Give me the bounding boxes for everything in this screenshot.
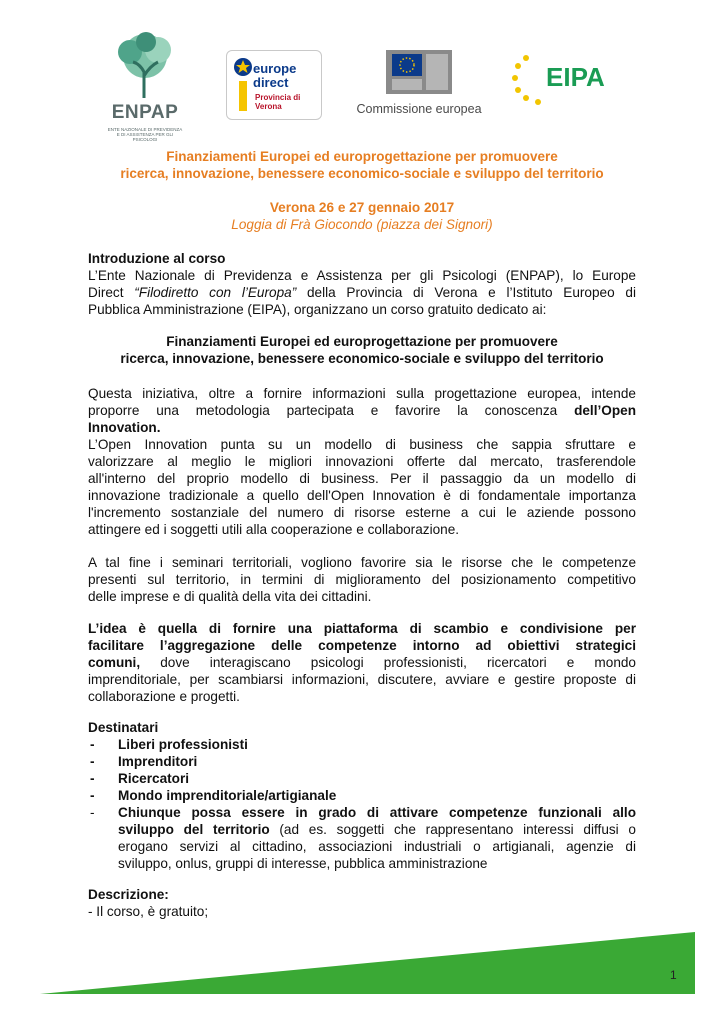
commissione-europea-logo [348,46,490,126]
para2-line4: innovazione tradizionale a quello dell'Open Innovation è di fondamentale importanza [88,488,636,503]
intro-line2-b: “Filodiretto con l’Europa” [134,285,297,300]
eipa-name: EIPA [546,62,605,92]
star-ring-icon [512,52,546,112]
intro-line2-a: Direct [88,285,135,300]
para2-line3: all'interno del proprio modello di business. Per il passaggio da un modello di [88,471,636,486]
last-item-line4: sviluppo, onlus, gruppi di interesse, pubblica amministrazione [118,856,488,871]
course-title-line1: Finanziamenti Europei ed europrogettazione per promuovere [166,334,558,349]
para1-line2-b: dell’Open [574,403,636,418]
intro-line2 [88,284,636,301]
destinatari-list [88,736,636,872]
event-info [88,199,636,233]
para4-line4: imprenditoriale, per scambiarsi informazioni, discutere, avviare e gestire proposte di [88,672,636,687]
descrizione-item: - Il corso, è gratuito; [88,904,209,919]
list-item: - Mondo imprenditoriale/artigianale [88,787,636,804]
para4-line1: L’idea è quella di fornire una piattaforma di scambio e condivisione per [88,621,636,636]
title-line1: Finanziamenti Europei ed europrogettazione per promuovere [166,149,558,164]
intro-line2-c: della Provincia di Verona e l’Istituto Europeo di [296,285,636,300]
eipa-logo [512,52,616,112]
para1-line2 [88,402,636,419]
para2-line5: l'incremento sostanziale del numero di risorse esterne a cui le aziende possono [88,505,636,520]
europe-direct-line2: direct [253,75,289,90]
para3-line3: delle imprese e di qualità della vita dei cittadini. [88,589,372,604]
para1-line1: Questa iniziativa, oltre a fornire informazioni sulla progettazione europea, intende [88,386,636,401]
course-title [88,333,636,367]
intro-line1: L’Ente Nazionale di Previdenza e Assistenza per gli Psicologi (ENPAP), lo Europe [88,268,636,283]
list-item [88,804,636,872]
para4-line3-b: dove interagiscano psicologi professionisti, ricercatori e mondo [140,655,636,670]
page-number: 1 [670,968,677,982]
para3-line2: presenti sul territorio, in termini di miglioramento del posizionamento competitivo [88,572,636,587]
para4-line3-a: comuni, [88,655,141,670]
eu-star-icon [231,55,255,115]
para2-line2: valorizzare al meglio le migliori innovazioni offerte dal mercato, trasferendole [88,454,636,469]
document-title [88,148,636,182]
last-item-line2-a: sviluppo del territorio [118,822,270,837]
destinatari-heading: Destinatari [88,720,159,735]
europe-direct-line3: Provincia di Verona [255,93,301,111]
europe-direct-line1: europe [253,61,297,76]
para2-line6: attingere ed i soggetti utili alla cooperazione e collaborazione. [88,522,460,537]
tree-icon [100,32,190,102]
event-location: Loggia di Frà Giocondo (piazza dei Signori) [231,217,493,232]
commissione-europea-name: Commissione europea [356,102,482,116]
course-title-line2: ricerca, innovazione, benessere economico-sociale e sviluppo del territorio [120,351,604,366]
enpap-subtitle: ENTE NAZIONALE DI PREVIDENZA E DI ASSISTENZA PER GLI PSICOLOGI [107,127,183,142]
europe-direct-logo [226,50,322,120]
intro-line3: Pubblica Amministrazione (EIPA), organizzano un corso gratuito dedicato ai: [88,302,547,317]
enpap-name: ENPAP [111,102,179,123]
paragraph-open-innovation [88,436,636,538]
logo-row [0,28,725,148]
intro-section [88,250,636,318]
paragraph-idea [88,620,636,705]
eu-building-icon [348,46,490,98]
list-item: - Ricercatori [88,770,636,787]
para4-line3 [88,654,636,671]
list-item: - Liberi professionisti [88,736,636,753]
last-item-line2 [118,821,636,838]
event-date: Verona 26 e 27 gennaio 2017 [269,200,455,215]
para4-line2: facilitare l’aggregazione delle competenze intorno ad obiettivi strategici [88,638,636,653]
paragraph-initiative [88,385,636,436]
para1-line2-a: proporre una metodologia partecipata e favorire la conoscenza [88,403,575,418]
last-item-line1: - Chiunque possa essere in grado di attivare competenze funzionali allo [118,805,636,820]
last-item-line3: erogano servizi al cittadino, associazioni industriali o artigianali, agenzie di [118,839,636,854]
descrizione-heading: Descrizione: [88,887,169,902]
para1-line3: Innovation. [88,420,161,435]
paragraph-seminars [88,554,636,605]
descrizione-section [88,886,636,920]
list-item: - Imprenditori [88,753,636,770]
para4-line5: collaborazione e progetti. [88,689,240,704]
intro-heading: Introduzione al corso [88,251,226,266]
para2-line1: L’Open Innovation punta su un modello di business che sappia sfruttare e [88,437,636,452]
footer-green-bar [40,932,695,994]
destinatari-section [88,719,636,872]
title-line2: ricerca, innovazione, benessere economico-sociale e sviluppo del territorio [120,166,604,181]
enpap-logo [100,32,190,144]
para3-line1: A tal fine i seminari territoriali, vogliono favorire sia le risorse che le competenze [88,555,636,570]
last-item-line2-b: (ad es. soggetti che rappresentano interessi diffusi o [269,822,636,837]
